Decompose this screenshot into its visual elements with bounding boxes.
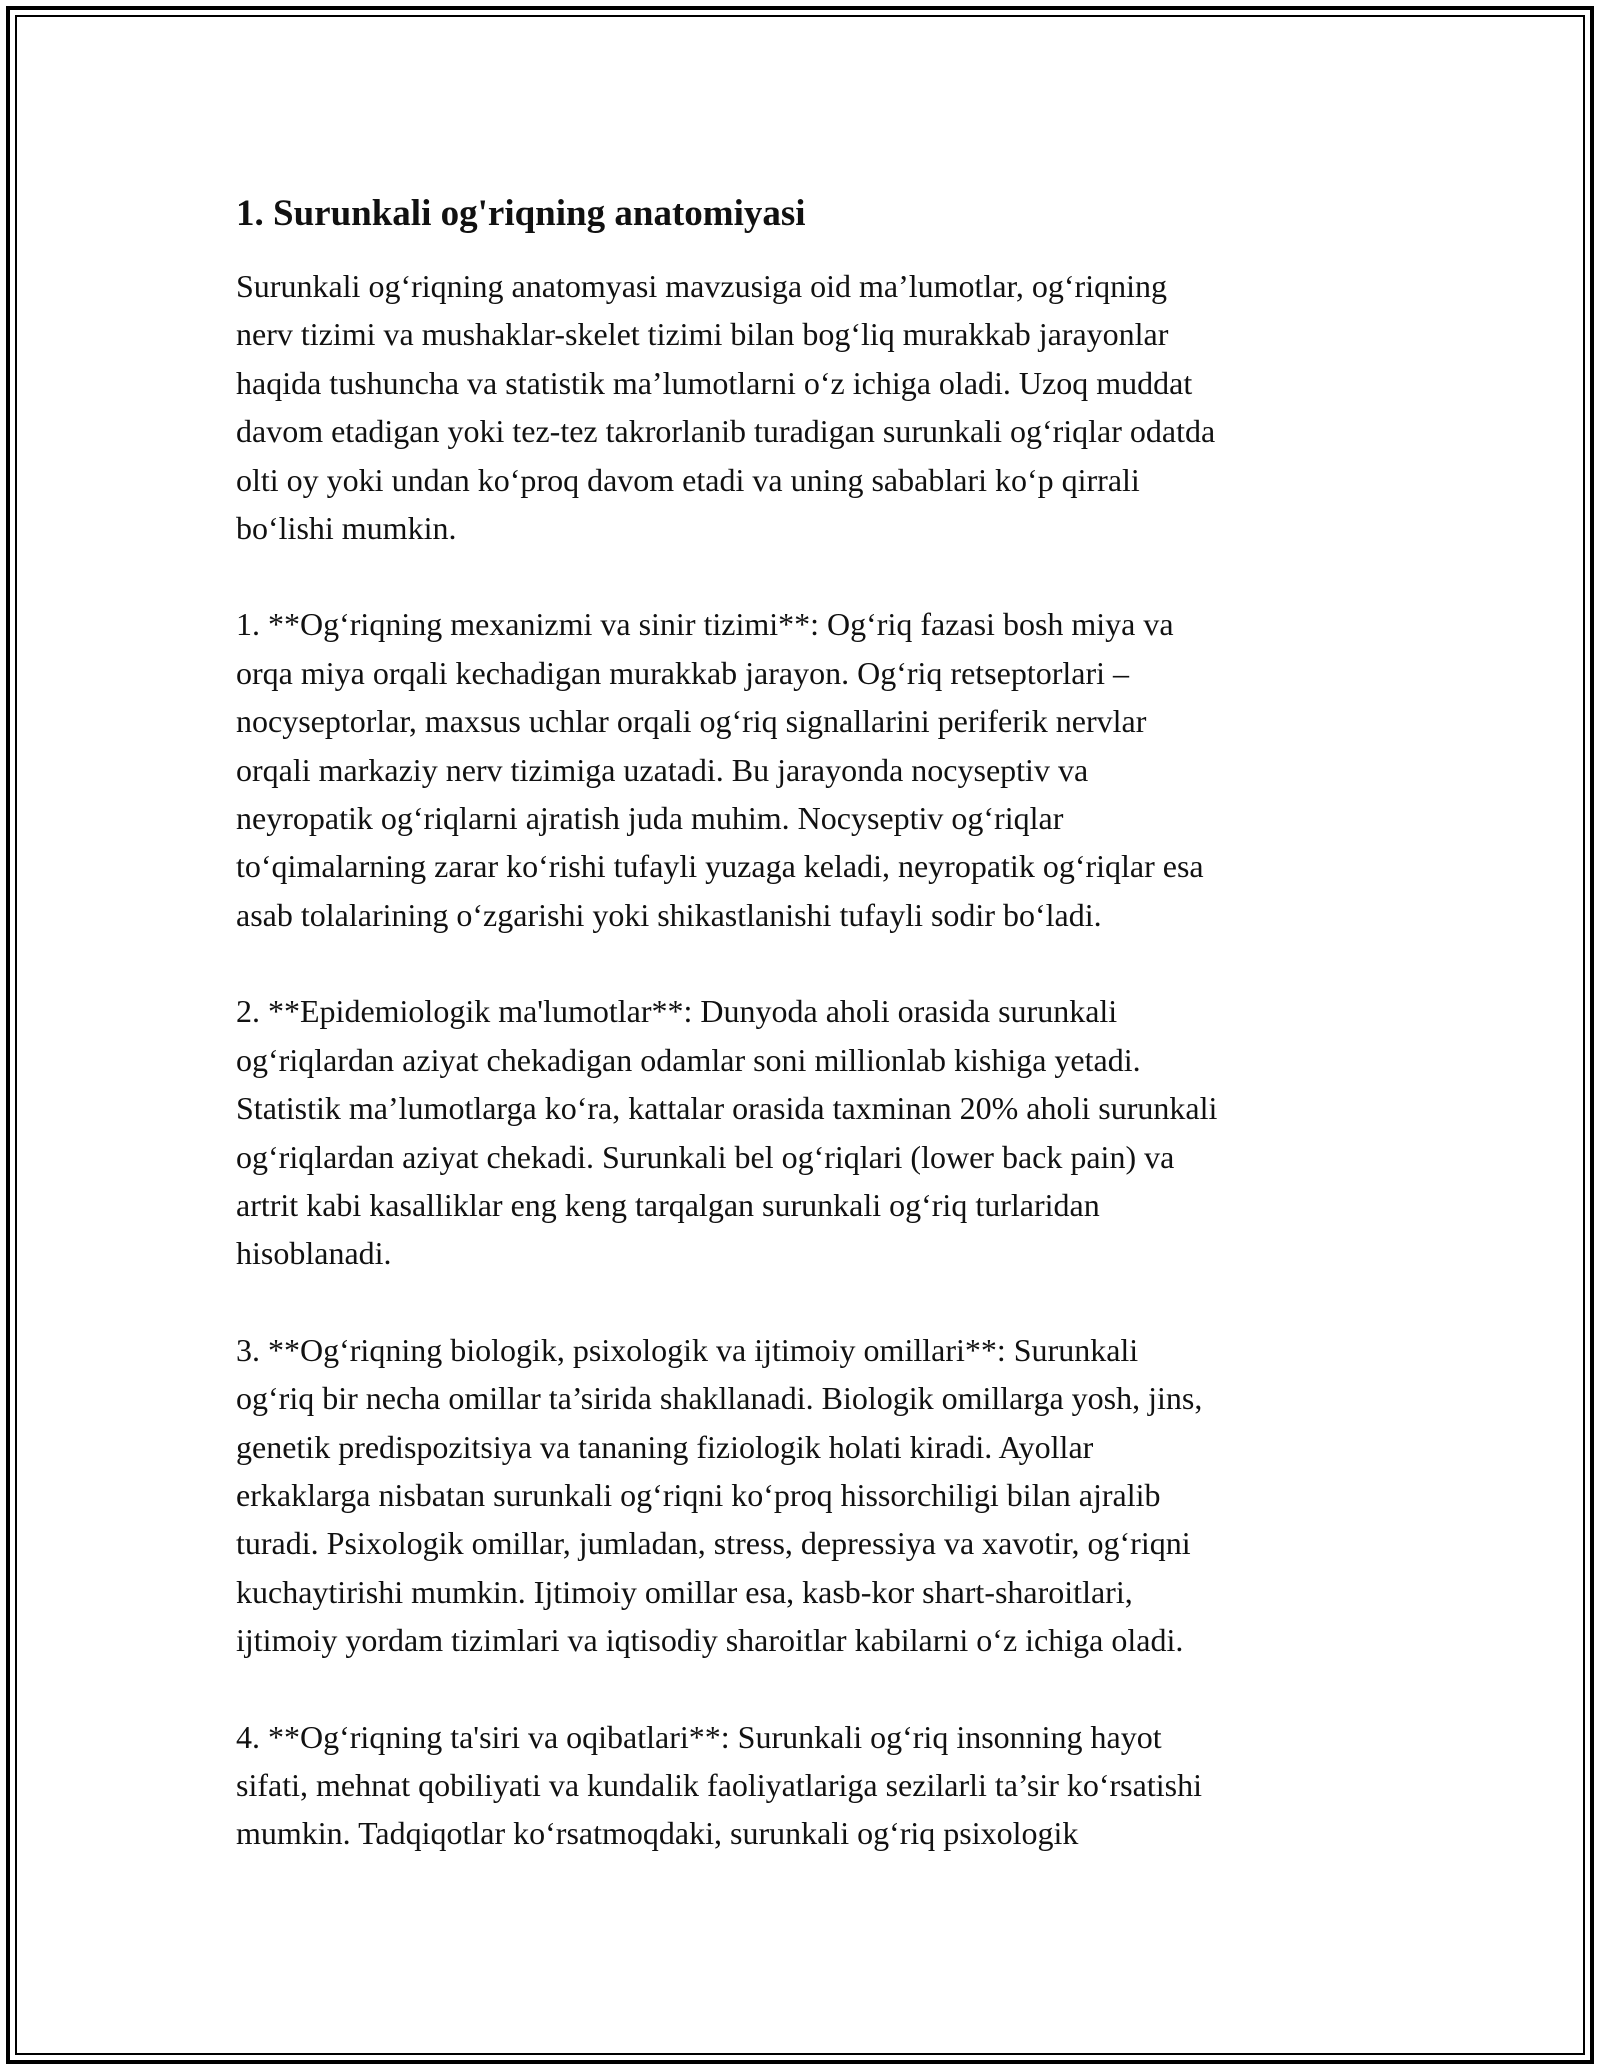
document-body xyxy=(236,188,1366,1906)
paragraph-epidemiology: 2. **Epidemiologik ma'lumotlar**: Dunyoda aholi orasida surunkali og‘riqlardan aziyat chekadigan odamlar soni millionlab kishiga yetadi. Statistik ma’lumotlarga ko‘ra, kattalar orasida taxminan 20% aholi surunkali og‘riqlardan aziyat chekadi. Surunkali bel og‘riqlari (lower back pain) va artrit kabi kasalliklar eng keng tarqalgan surunkali og‘riq turlaridan hisoblanadi. xyxy=(236,993,1218,1272)
paragraph-consequences: 4. **Og‘riqning ta'siri va oqibatlari**: Surunkali og‘riq insonning hayot sifati, mehnat qobiliyati va kundalik faoliyatlariga sezilarli ta’sir ko‘rsatishi mumkin. Tadqiqotlar ko‘rsatmoqdaki, surunkali og‘riq psixologik xyxy=(236,1718,1202,1852)
document-title: 1. Surunkali og'riqning anatomiyasi xyxy=(236,193,806,234)
paragraph-risk-factors: 3. **Og‘riqning biologik, psixologik va ijtimoiy omillari**: Surunkali og‘riq bir necha omillar ta’sirida shakllanadi. Biologik omillarga yosh, jins, genetik predispozitsiya va tananing fiziologik holati kiradi. Ayollar erkaklarga nisbatan surunkali og‘riqni ko‘proq hissorchiligi bilan ajralib turadi. Psixologik omillar, jumladan, stress, depressiya va xavotir, og‘riqni kuchaytirishi mumkin. Ijtimoiy omillar esa, kasb-kor shart-sharoitlari, ijtimoiy yordam tizimlari va iqtisodiy sharoitlar kabilarni o‘z ichiga oladi. xyxy=(236,1331,1203,1659)
paragraph-intro: Surunkali og‘riqning anatomyasi mavzusiga oid ma’lumotlar, og‘riqning nerv tizimi va mushaklar-skelet tizimi bilan bog‘liq murakkab jarayonlar haqida tushuncha va statistik ma’lumotlarni o‘z ichiga oladi. Uzoq muddat davom etadigan yoki tez-tez takrorlanib turadigan surunkali og‘riqlar odatda olti oy yoki undan ko‘proq davom etadi va uning sabablari ko‘p qirrali bo‘lishi mumkin. xyxy=(236,268,1216,547)
paragraph-pain-mechanism: 1. **Og‘riqning mexanizmi va sinir tizimi**: Og‘riq fazasi bosh miya va orqa miya orqali kechadigan murakkab jarayon. Og‘riq retseptorlari – nocyseptorlar, maxsus uchlar orqali og‘riq signallarini periferik nervlar orqali markaziy nerv tizimiga uzatadi. Bu jarayonda nocyseptiv va neyropatik og‘riqlarni ajratish juda muhim. Nocyseptiv og‘riqlar to‘qimalarning zarar ko‘rishi tufayli yuzaga keladi, neyropatik og‘riqlar esa asab tolalarining o‘zgarishi yoki shikastlanishi tufayli sodir bo‘ladi. xyxy=(236,606,1204,933)
